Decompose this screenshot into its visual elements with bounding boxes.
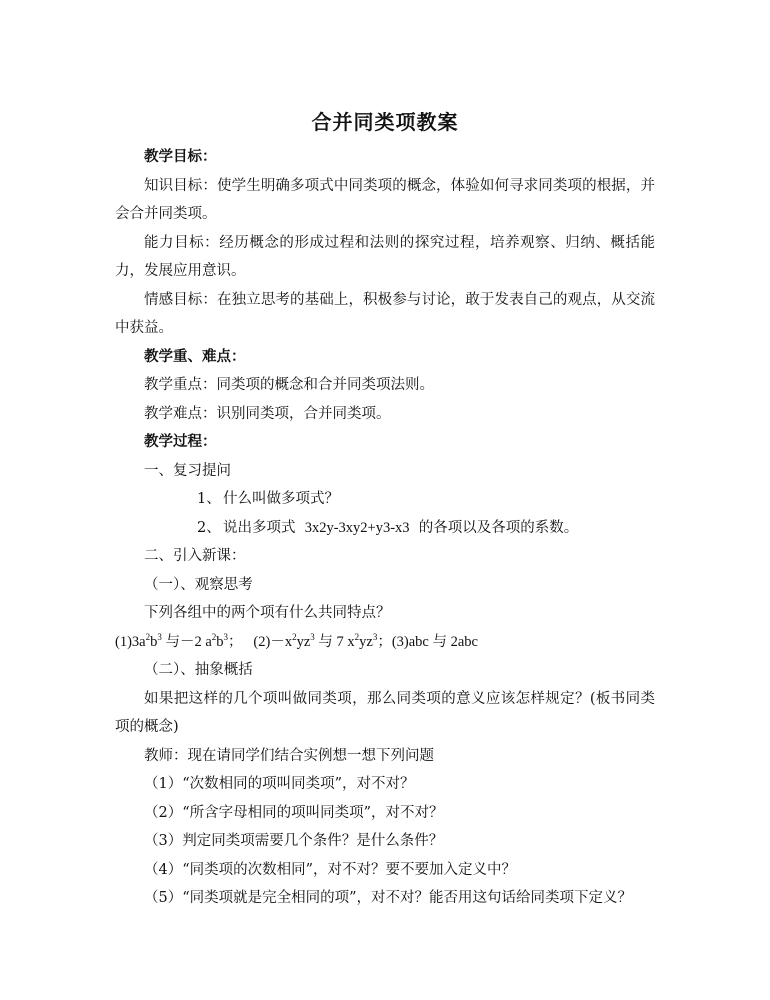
formula-exp: 3: [157, 631, 162, 642]
question-4: （4）“同类项的次数相同”，对不对？要不要加入定义中？: [144, 861, 517, 878]
formula-var: yz: [359, 633, 373, 650]
process-heading: 教学过程：: [144, 433, 217, 450]
observe-heading: （一）、观察思考: [144, 576, 253, 593]
formula-exp: 2: [211, 631, 217, 642]
formula-exp: 3: [223, 631, 229, 642]
question-3: （3）判定同类项需要几个条件？是什么条件？: [144, 833, 444, 849]
formula-var: yz: [296, 633, 311, 650]
key-point: 教学重点：同类项的概念和合并同类项法则。: [144, 377, 434, 393]
formula-exp: 3: [372, 631, 378, 642]
formula-exp: 2: [354, 631, 360, 642]
review-q2-number: 2、: [197, 519, 221, 536]
goal-knowledge: 知识目标：使学生明确多项式中同类项的概念，体验如何寻求同类项的根据，并会合并同类项。: [115, 177, 655, 222]
review-heading: 一、复习提问: [144, 462, 231, 479]
formula-exp: 2: [145, 631, 151, 642]
goal-ability: 能力目标：经历概念的形成过程和法则的探究过程，培养观察、归纳、概括能力，发展应用意识。: [115, 234, 655, 279]
review-q1-text: 什么叫做多项式？: [223, 491, 339, 507]
formula-var: b: [150, 633, 158, 650]
review-q1-number: 1、: [197, 491, 221, 507]
observe-question: 下列各组中的两个项有什么共同特点？: [144, 605, 391, 621]
goals-heading: 教学目标：: [144, 148, 217, 165]
formula-group2-label: (2)－x: [253, 633, 293, 650]
formula-group1-label: (1)3a: [115, 633, 146, 650]
key-heading: 教学重、难点：: [144, 347, 246, 365]
difficult-point: 教学难点：识别同类项，合并同类项。: [144, 405, 391, 422]
formula-line: [115, 628, 655, 657]
formula-var: b: [216, 633, 224, 650]
goal-emotion: 情感目标：在独立思考的基础上，积极参与讨论，敢于发表自己的观点，从交流中获益。: [115, 291, 655, 336]
formula-separator: ；: [228, 633, 243, 650]
formula-separator: ；: [377, 633, 392, 650]
question-2: （2）“所含字母相同的项叫同类项”，对不对？: [144, 804, 444, 821]
review-q2-post: 的各项以及各项的系数。: [418, 519, 579, 536]
teacher-text: 教师：现在请同学们结合实例想一想下列问题: [144, 747, 434, 764]
formula-group3: (3)abc 与 2abc: [391, 633, 478, 650]
question-1: （1）“次数相同的项叫同类项”，对不对？: [144, 776, 415, 792]
review-question-1: [115, 485, 655, 514]
formula-exp: 3: [310, 631, 315, 642]
document-title: 合并同类项教案: [311, 110, 459, 134]
new-lesson-heading: 二、引入新课：: [144, 548, 246, 564]
document-body: [115, 143, 655, 913]
formula-text: 与 7 x: [314, 633, 355, 650]
review-question-2: [115, 514, 655, 543]
question-5: （5）“同类项就是完全相同的项”，对不对？能否用这句话给同类项下定义？: [144, 890, 633, 906]
formula-exp: 2: [292, 631, 297, 642]
review-q2-expression: 3x2y-3xy2+y3-x3: [304, 519, 410, 536]
abstract-text: 如果把这样的几个项叫做同类项，那么同类项的意义应该怎样规定？(板书同类项的概念): [115, 690, 655, 735]
abstract-heading: （二）、抽象概括: [144, 662, 253, 678]
review-q2-pre: 说出多项式: [223, 519, 296, 536]
formula-text: 与－2 a: [161, 633, 212, 650]
